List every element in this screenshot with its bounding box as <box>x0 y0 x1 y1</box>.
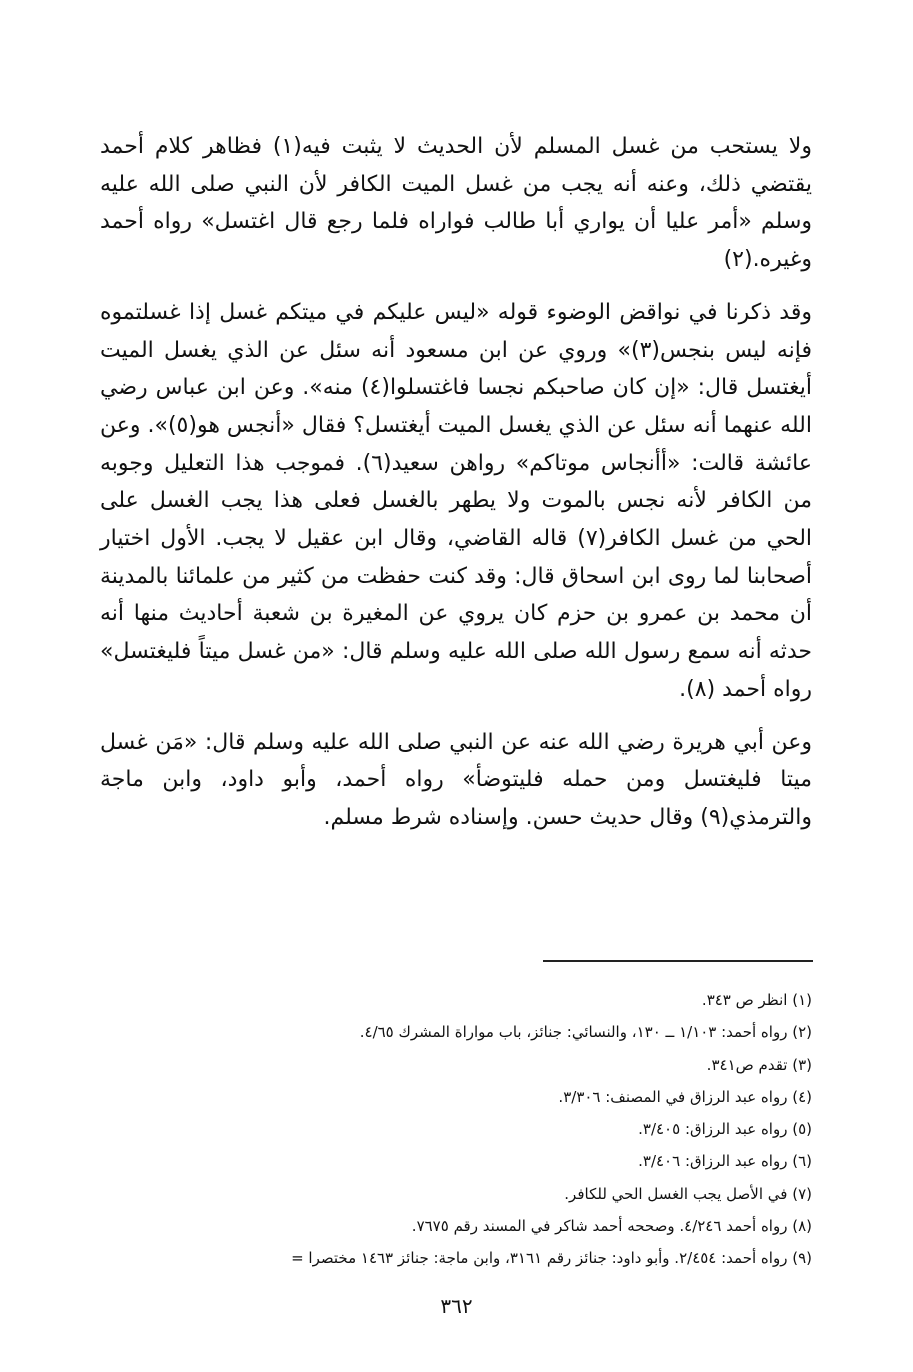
paragraph-3: وعن أبي هريرة رضي الله عنه عن النبي صلى الله عليه وسلم قال: «مَن غسل ميتا فليغتسل ومن حمله فليتوضأ» رواه أحمد، وأبو داود، وابن ماجة والترمذي(٩) وقال حديث حسن. وإسناده شرط مسلم. <box>100 729 812 830</box>
footnote-6: (٦) رواه عبد الرزاق: ٣/٤٠٦. <box>638 1152 812 1171</box>
footnote-7: (٧) في الأصل يجب الغسل الحي للكافر. <box>564 1184 812 1203</box>
footnote-9: (٩) رواه أحمد: ٢/٤٥٤. وأبو داود: جنائز رقم ٣١٦١، وابن ماجة: جنائز ١٤٦٣ مختصرا = <box>291 1249 812 1268</box>
footnote-1: (١) انظر ص ٣٤٣. <box>701 991 812 1009</box>
page-number: ٣٦٢ <box>440 1294 473 1318</box>
footnote-separator <box>543 960 813 962</box>
main-text <box>100 128 812 837</box>
footnote-8: (٨) رواه أحمد ٤/٢٤٦. وصححه أحمد شاكر في المسند رقم ٧٦٧٥. <box>411 1217 812 1236</box>
paragraph-2: وقد ذكرنا في نواقض الوضوء قوله «ليس عليكم في ميتكم غسل إذا غسلتموه فإنه ليس بنجس(٣)» وروي عن ابن مسعود أنه سئل عن الذي يغسل الميت أيغتسل قال: «إن كان صاحبكم نجسا فاغتسلوا(٤) منه». وعن ابن عباس رضي الله عنهما أنه سئل عن الذي يغسل الميت أيغتسل؟ فقال «أنجس هو(٥)». وعن عائشة قالت: «أأنجاس موتاكم» رواهن سعيد(٦). فموجب هذا التعليل وجوبه من الكافر لأنه نجس بالموت ولا يطهر بالغسل فعلى هذا يجب الغسل على الحي من غسل الكافر(٧) قاله القاضي، وقال ابن عقيل لا يجب. الأول اختيار أصحابنا لما روى ابن اسحاق قال: وقد كنت حفظت من كثير من علمائنا بالمدينة أن محمد بن عمرو بن حزم كان يروي عن المغيرة بن شعبة أحاديث منها أنه حدثه أنه سمع رسول الله صلى الله عليه وسلم قال: «من غسل ميتاً فليغتسل» رواه أحمد (٨). <box>100 299 813 702</box>
footnote-2: (٢) رواه أحمد: ١/١٠٣ ــ ١٣٠، والنسائي: جنائز، باب مواراة المشرك ٤/٦٥. <box>359 1023 812 1042</box>
paragraph-1: ولا يستحب من غسل المسلم لأن الحديث لا يثبت فيه(١) فظاهر كلام أحمد يقتضي ذلك، وعنه أنه يجب من غسل الميت الكافر لأن النبي صلى الله عليه وسلم «أمر عليا أن يواري أبا طالب فواراه فلما رجع قال اغتسل» رواه أحمد وغيره.(٢) <box>100 134 812 273</box>
footnotes <box>100 984 812 1275</box>
footnote-5: (٥) رواه عبد الرزاق: ٣/٤٠٥. <box>638 1120 812 1139</box>
footnote-3: (٣) تقدم ص٣٤١. <box>706 1055 812 1074</box>
footnote-4: (٤) رواه عبد الرزاق في المصنف: ٣/٣٠٦. <box>558 1087 812 1106</box>
